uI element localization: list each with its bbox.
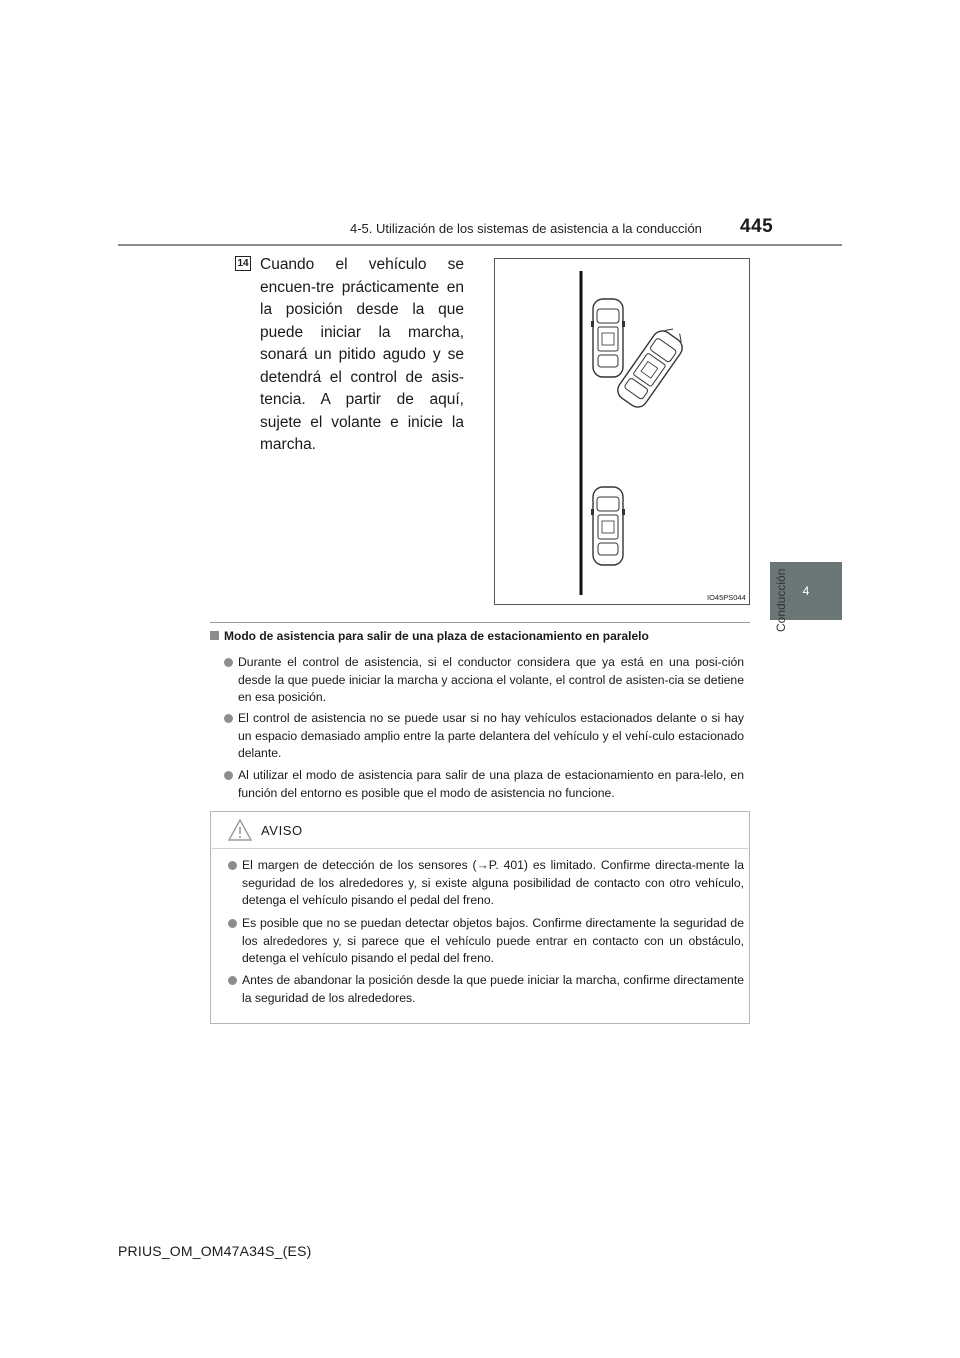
list-item xyxy=(224,654,744,707)
square-bullet-icon xyxy=(210,631,219,640)
list-item xyxy=(224,710,744,763)
list-item-text: El control de asistencia no se puede usar si no hay vehículos estacionados delante o si hay un espacio demasiado amplio entre la parte delantera del vehículo y el vehí-culo estacionado delante. xyxy=(238,711,744,760)
step-text: Cuando el vehículo se encuen-tre prácticamente en la posición desde la que puede iniciar la marcha, sonará un pitido agudo y se detendrá el control de asis-tencia. A partir de aquí, sujete el volante e inicie la marcha. xyxy=(260,256,464,453)
chapter-label: Conducción xyxy=(774,568,788,632)
parked-car-front xyxy=(591,299,625,377)
warning-item-text: Es posible que no se puedan detectar objetos bajos. Confirme directamente la seguridad de los alrededores y, si parece que el vehículo puede entrar en contacto con un obstáculo, detenga el vehículo pisando el pedal del freno. xyxy=(242,916,744,965)
warning-box xyxy=(210,811,750,1024)
bullet-icon xyxy=(224,658,233,667)
figure-code: IO45PS044 xyxy=(707,593,746,602)
list-item xyxy=(224,767,744,802)
warning-item xyxy=(228,857,744,910)
bullet-icon xyxy=(224,714,233,723)
exiting-car xyxy=(614,322,690,411)
warning-item-text: Antes de abandonar la posición desde la que puede iniciar la marcha, confirme directamente la seguridad de los alrededores. xyxy=(242,973,744,1005)
header-divider xyxy=(118,244,842,246)
parking-illustration xyxy=(495,259,751,606)
page-number: 445 xyxy=(740,216,774,237)
step-number-badge: 14 xyxy=(235,256,251,271)
parking-figure xyxy=(494,258,750,605)
section-title xyxy=(210,629,649,643)
warning-triangle-icon xyxy=(227,818,253,842)
bullet-icon xyxy=(228,861,237,870)
section-heading: 4-5. Utilización de los sistemas de asistencia a la conducción xyxy=(350,221,702,236)
document-id: PRIUS_OM_OM47A34S_(ES) xyxy=(118,1243,312,1259)
list-item-text: Al utilizar el modo de asistencia para salir de una plaza de estacionamiento en para-lelo, en función del entorno es posible que el modo de asistencia no funcione. xyxy=(238,768,744,800)
chapter-tab: 4 xyxy=(770,562,842,620)
bullet-icon xyxy=(228,976,237,985)
warning-item xyxy=(228,972,744,1007)
bullet-icon xyxy=(224,771,233,780)
section-title-text: Modo de asistencia para salir de una plaza de estacionamiento en paralelo xyxy=(224,629,649,643)
chapter-label-container xyxy=(774,568,808,702)
list-item-text: Durante el control de asistencia, si el conductor considera que ya está en una posi-ción desde la que puede iniciar la marcha y acciona el volante, el control de asisten-cia se detiene en esa posición. xyxy=(238,655,744,704)
warning-divider xyxy=(212,848,748,849)
section-divider xyxy=(210,622,750,623)
warning-title: AVISO xyxy=(261,823,303,838)
warning-item-text: El margen de detección de los sensores (→P. 401) es limitado. Confirme directa-mente la seguridad de los alrededores y, si existe alguna posibilidad de contacto con otro vehículo, detenga el vehículo pisando el pedal del freno. xyxy=(242,858,744,907)
bullet-icon xyxy=(228,919,237,928)
warning-item xyxy=(228,915,744,968)
parked-car-rear xyxy=(591,487,625,565)
